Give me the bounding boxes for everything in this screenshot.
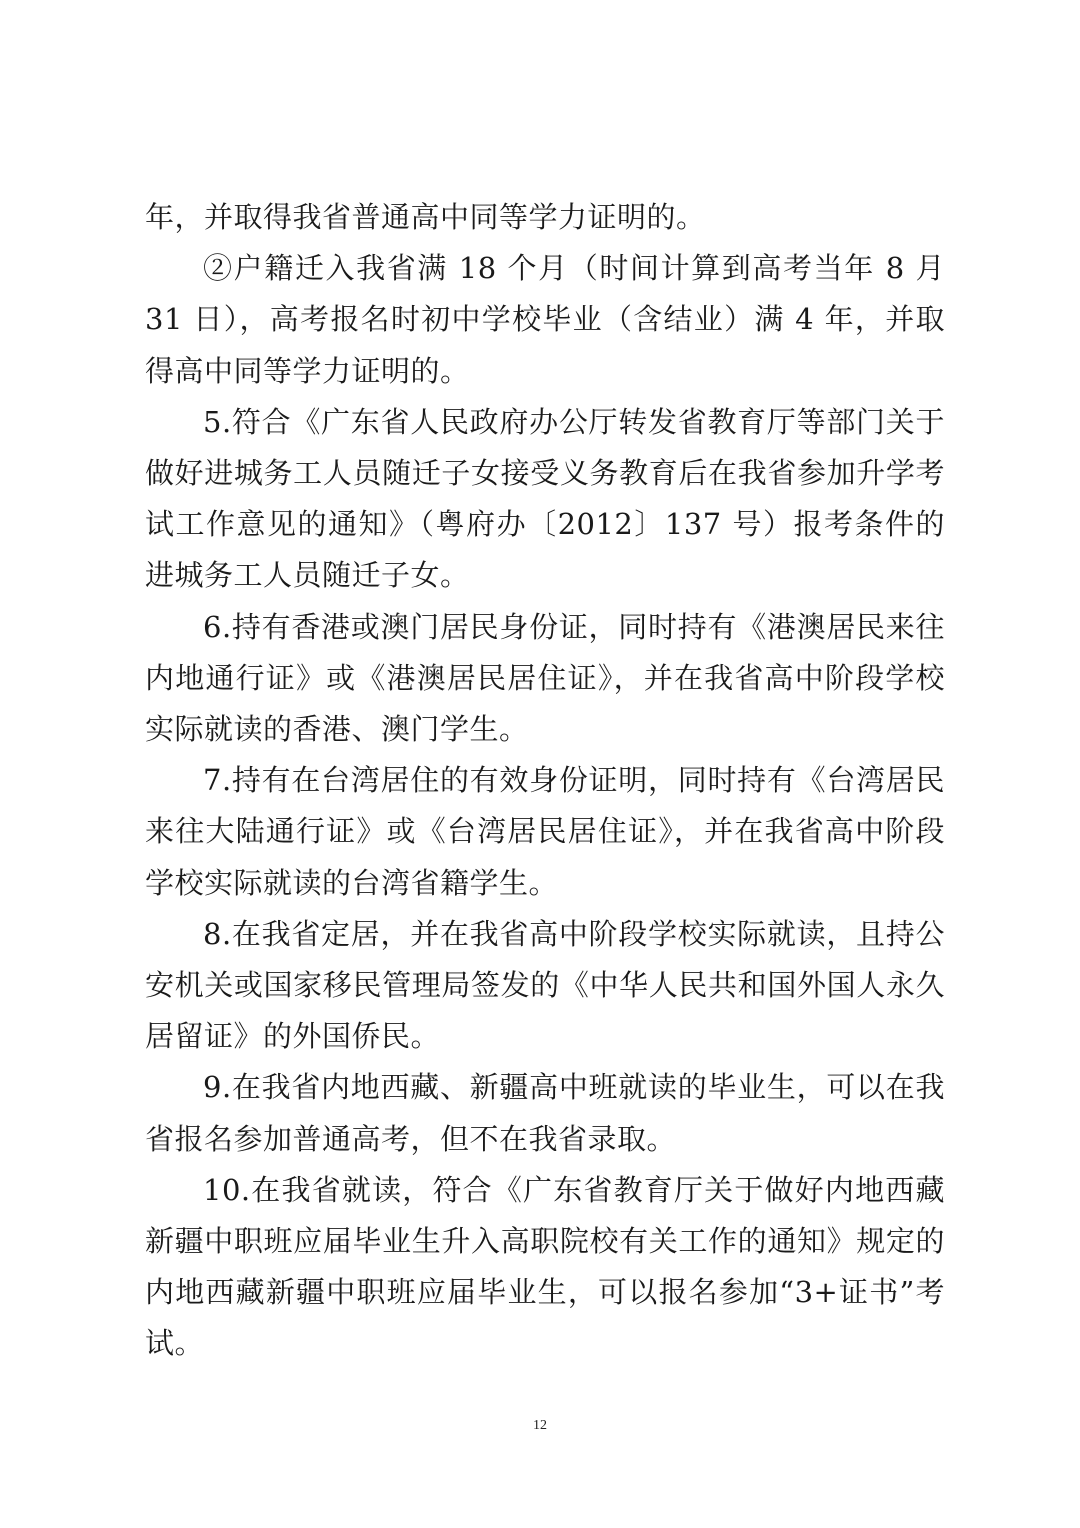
- paragraph-continuation: 年，并取得我省普通高中同等学力证明的。: [145, 200, 706, 234]
- paragraph-item-9: 9.在我省内地西藏、新疆高中班就读的毕业生，可以在我省报名参加普通高考，但不在我省录取。: [145, 1070, 945, 1156]
- paragraph-item-4-2: ②户籍迁入我省满 18 个月（时间计算到高考当年 8 月 31 日），高考报名时初中学校毕业（含结业）满 4 年，并取得高中同等学力证明的。: [145, 251, 945, 388]
- paragraph-item-6: 6.持有香港或澳门居民身份证，同时持有《港澳居民来往内地通行证》或《港澳居民居住证》，并在我省高中阶段学校实际就读的香港、澳门学生。: [145, 609, 945, 747]
- document-body: [145, 192, 945, 1370]
- paragraph-item-5: 5.符合《广东省人民政府办公厅转发省教育厅等部门关于做好进城务工人员随迁子女接受义务教育后在我省参加升学考试工作意见的通知》（粤府办〔2012〕137 号）报考条件的进城务工人员随迁子女。: [145, 404, 945, 593]
- paragraph-item-10: 10.在我省就读，符合《广东省教育厅关于做好内地西藏新疆中职班应届毕业生升入高职院校有关工作的通知》规定的内地西藏新疆中职班应届毕业生，可以报名参加“3+证书”考试。: [145, 1172, 945, 1361]
- paragraph-item-8: 8.在我省定居，并在我省高中阶段学校实际就读，且持公安机关或国家移民管理局签发的《中华人民共和国外国人永久居留证》的外国侨民。: [145, 916, 945, 1054]
- paragraph-item-7: 7.持有在台湾居住的有效身份证明，同时持有《台湾居民来往大陆通行证》或《台湾居民居住证》，并在我省高中阶段学校实际就读的台湾省籍学生。: [145, 763, 945, 900]
- page-number: 12: [533, 1418, 547, 1433]
